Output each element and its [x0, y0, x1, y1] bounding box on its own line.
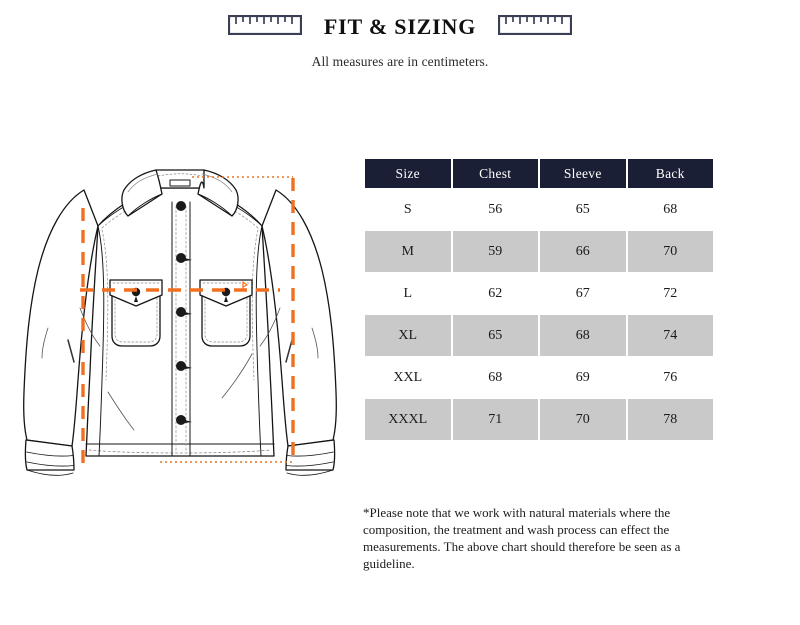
cell-sleeve: 70: [540, 399, 626, 440]
page-title: FIT & SIZING: [323, 14, 477, 39]
cell-chest: 59: [453, 231, 539, 272]
table-row: [365, 273, 713, 314]
cell-sleeve: 65: [540, 189, 626, 230]
table-row: [365, 231, 713, 272]
cell-chest: 62: [453, 273, 539, 314]
cell-back: 74: [628, 315, 714, 356]
cell-size: M: [365, 231, 451, 272]
column-header-sleeve: Sleeve: [540, 159, 626, 188]
cell-back: 72: [628, 273, 714, 314]
table-row: [365, 315, 713, 356]
cell-sleeve: 69: [540, 357, 626, 398]
cell-sleeve: 68: [540, 315, 626, 356]
cell-back: 78: [628, 399, 714, 440]
table-row: [365, 399, 713, 440]
table-row: [365, 357, 713, 398]
size-chart-table: [363, 158, 715, 441]
table-row: [365, 189, 713, 230]
column-header-size: Size: [365, 159, 451, 188]
cell-size: L: [365, 273, 451, 314]
page-subtitle: All measures are in centimeters.: [311, 54, 489, 69]
cell-back: 76: [628, 357, 714, 398]
cell-back: 68: [628, 189, 714, 230]
cell-chest: 56: [453, 189, 539, 230]
column-header-back: Back: [628, 159, 714, 188]
cell-sleeve: 66: [540, 231, 626, 272]
cell-back: 70: [628, 231, 714, 272]
cell-chest: 65: [453, 315, 539, 356]
title-row: [0, 14, 800, 40]
cell-chest: 71: [453, 399, 539, 440]
cell-size: XXXL: [365, 399, 451, 440]
column-header-chest: Chest: [453, 159, 539, 188]
jacket-illustration: [12, 140, 348, 490]
cell-size: S: [365, 189, 451, 230]
cell-size: XL: [365, 315, 451, 356]
ruler-icon: [498, 15, 572, 40]
cell-chest: 68: [453, 357, 539, 398]
cell-size: XXL: [365, 357, 451, 398]
disclaimer-note: *Please note that we work with natural materials where the composition, the treatment and wash process can effect the measurements. The above chart should therefore be seen as a guideline.: [363, 505, 681, 571]
cell-sleeve: 67: [540, 273, 626, 314]
page-header: [0, 14, 800, 70]
table-header-row: [365, 159, 713, 188]
ruler-icon: [228, 15, 302, 40]
